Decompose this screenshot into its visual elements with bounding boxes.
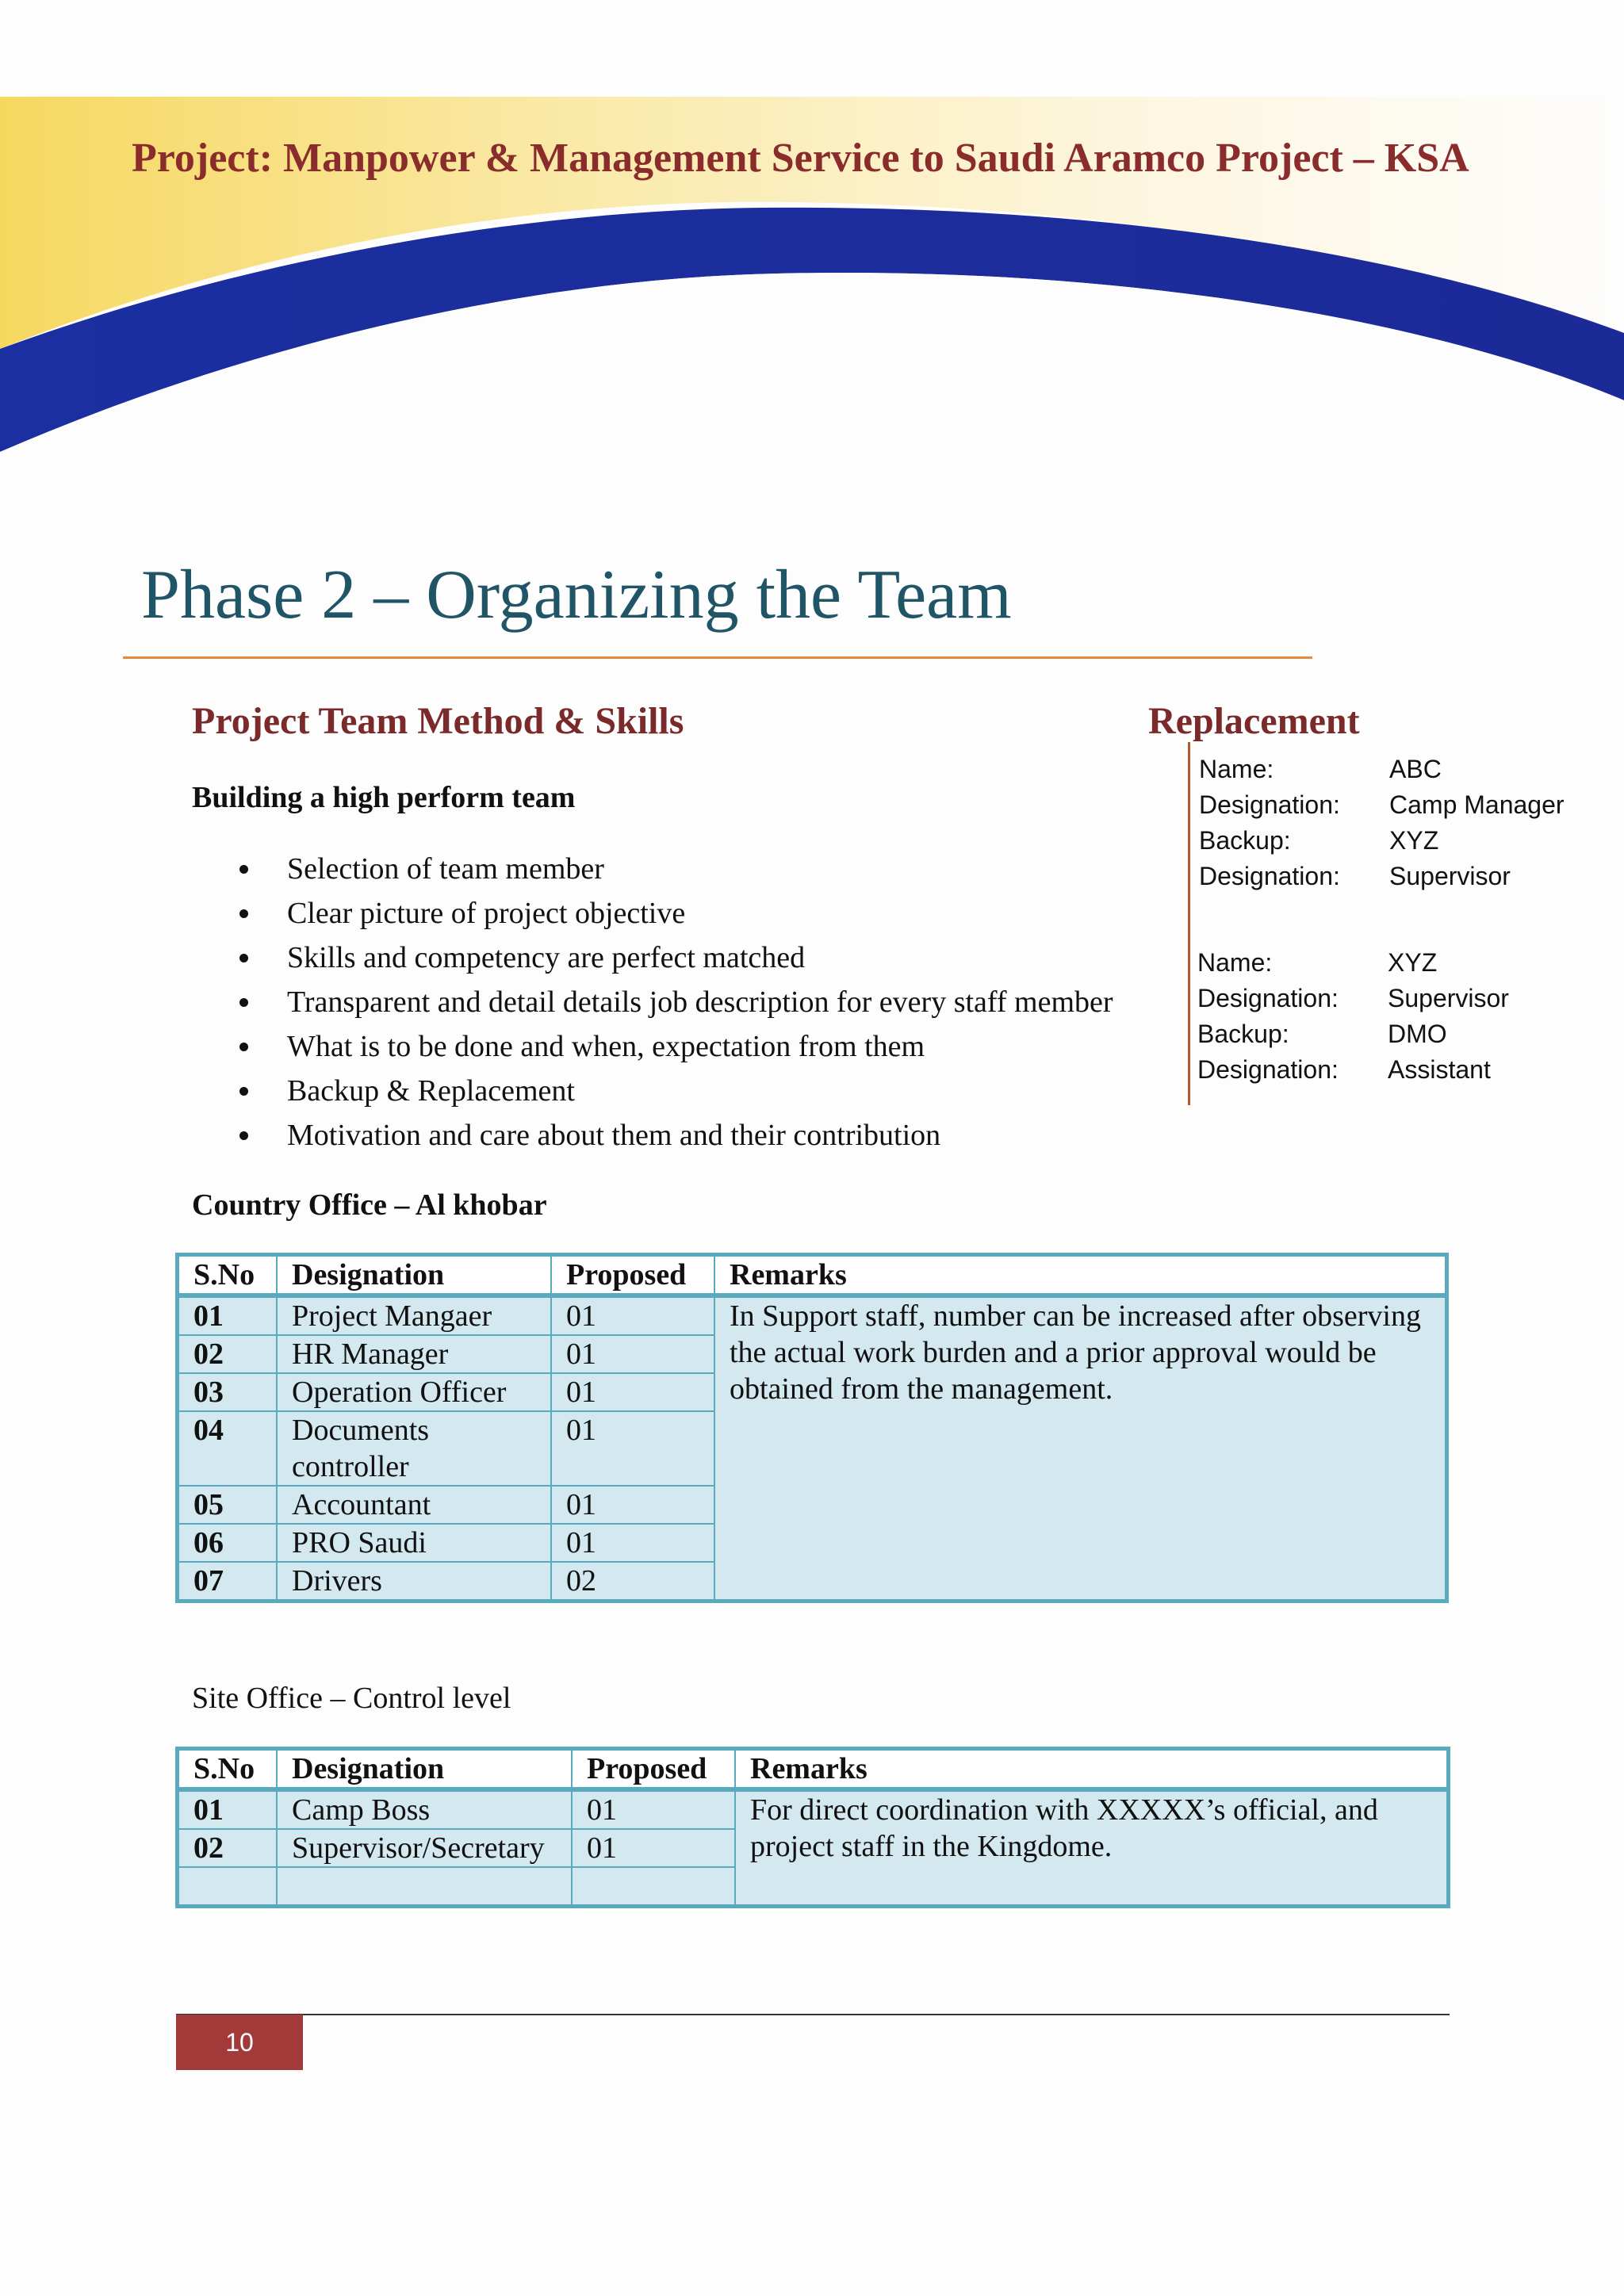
country-office-title: Country Office – Al khobar <box>192 1188 547 1222</box>
subsection-title: Building a high perform team <box>192 781 576 814</box>
table-header-row <box>178 1256 1446 1295</box>
table-row: 01 Project Mangaer 01 In Support staff, number can be increased after observing the actual work burden and a prior approval would be obtained from the management. <box>178 1295 1446 1335</box>
table-row: 07 Drivers 02 <box>178 1562 1446 1600</box>
remarks-cell: For direct coordination with XXXXX’s official, and project staff in the Kingdome. <box>735 1789 1447 1905</box>
column-header: S.No <box>178 1256 277 1295</box>
replacement-divider <box>1188 742 1190 1105</box>
bullet-icon <box>239 1087 248 1096</box>
header-title: Project: Manpower & Management Service to Saudi Aramco Project – KSA <box>132 136 1469 181</box>
list-item: Skills and competency are perfect matched <box>238 936 1113 980</box>
bullet-icon <box>239 1043 248 1051</box>
list-item: Selection of team member <box>238 847 1113 891</box>
country-office-table <box>178 1255 1446 1601</box>
table-row: 02 Supervisor/Secretary 01 <box>178 1829 1447 1867</box>
table-row: 06 PRO Saudi 01 <box>178 1524 1446 1562</box>
table-row: 02 HR Manager 01 <box>178 1335 1446 1373</box>
column-header: Remarks <box>714 1256 1446 1295</box>
footer-divider <box>176 2014 1450 2015</box>
site-office-table <box>178 1749 1448 1906</box>
remarks-cell: In Support staff, number can be increased after observing the actual work burden and a prior approval would be obtained from the management. <box>714 1295 1446 1600</box>
page-title: Phase 2 – Organizing the Team <box>141 557 1012 633</box>
list-item: What is to be done and when, expectation from them <box>238 1024 1113 1069</box>
bullet-icon <box>239 998 248 1007</box>
column-header: Remarks <box>735 1750 1447 1789</box>
table-row: 03 Operation Officer 01 <box>178 1373 1446 1411</box>
site-office-title: Site Office – Control level <box>192 1682 511 1715</box>
bullet-icon <box>239 1131 248 1140</box>
list-item: Transparent and detail details job description for every staff member <box>238 980 1113 1024</box>
bullet-icon <box>239 909 248 918</box>
table-row: 01 Camp Boss 01 For direct coordination with XXXXX’s official, and project staff in the Kingdome. <box>178 1789 1447 1829</box>
banner-swoosh-graphic <box>0 0 1624 460</box>
column-header: S.No <box>178 1750 277 1789</box>
column-header: Designation <box>277 1256 551 1295</box>
title-divider <box>123 656 1312 659</box>
list-item: Motivation and care about them and their contribution <box>238 1113 1113 1158</box>
page-number: 10 <box>176 2015 303 2070</box>
column-header: Proposed <box>572 1750 735 1789</box>
table-header-row <box>178 1750 1447 1789</box>
column-header: Proposed <box>551 1256 714 1295</box>
list-item: Backup & Replacement <box>238 1069 1113 1113</box>
column-header: Designation <box>277 1750 572 1789</box>
section-title-replacement: Replacement <box>1148 700 1360 742</box>
table-row: 04 Documents controller 01 <box>178 1411 1446 1486</box>
table-row: 05 Accountant 01 <box>178 1486 1446 1524</box>
bullet-icon <box>239 865 248 874</box>
bullet-icon <box>239 954 248 962</box>
header-banner <box>0 0 1624 460</box>
section-title-method: Project Team Method & Skills <box>192 700 684 742</box>
bullet-list <box>238 847 1113 1158</box>
list-item: Clear picture of project objective <box>238 891 1113 936</box>
